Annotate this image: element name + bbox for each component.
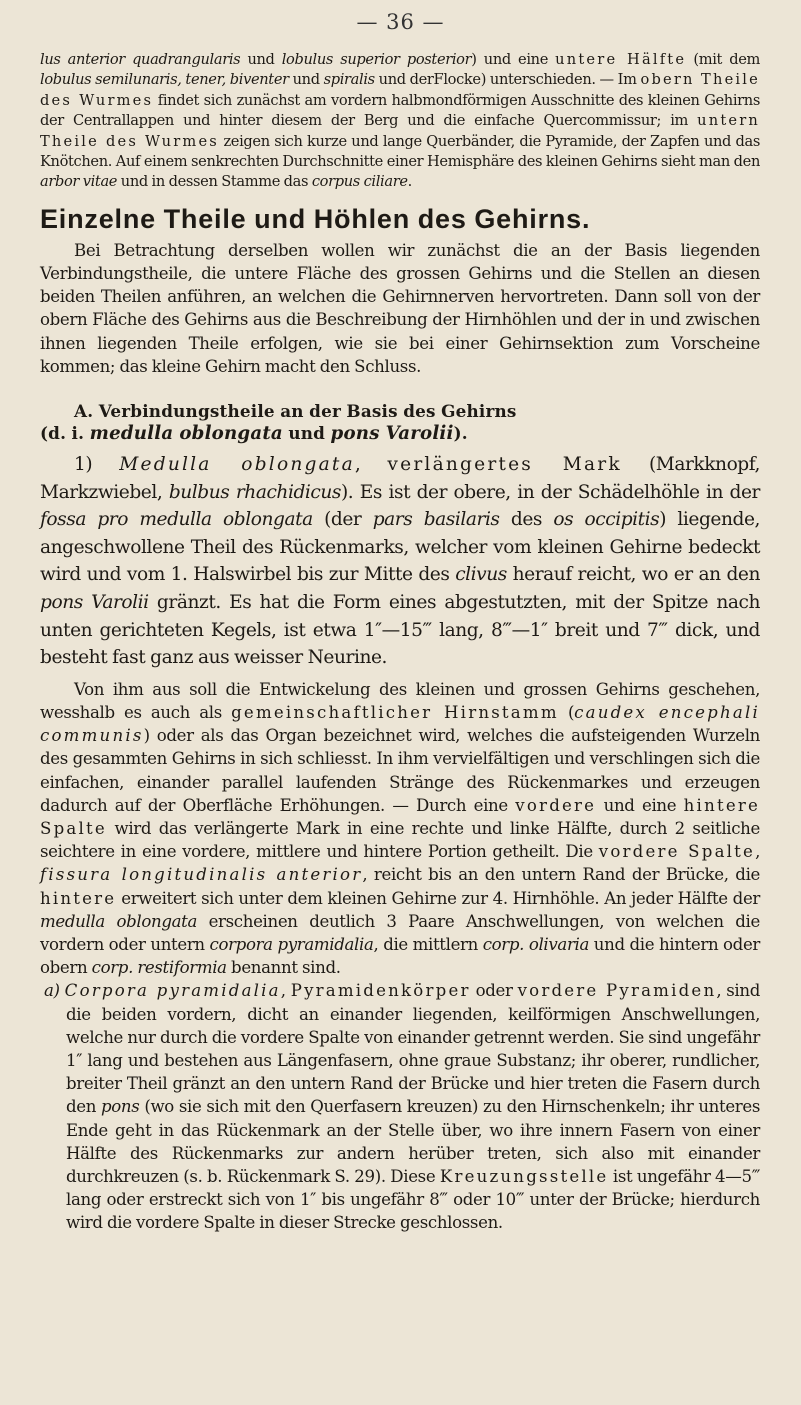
pyramidal-paragraph: a) Corpora pyramidalia, Pyramidenkörper oder vordere Pyramiden, sind die beiden vordern, dicht an einander liegenden, keilförmigen Anschwellungen, welche nur durch die vordere Spalte von einander getrennt werden. Sie sind ungefähr 1″ lang und bestehen aus Längenfasern, ohne graue Substanz; ihr oberer, rundlicher, breiter Theil gränzt an den untern Rand der Brücke und hier treten die Fasern durch den pons (wo sie sich mit den Querfasern kreuzen) zu den Hirnschenkeln; ihr unteres Ende geht in das Rückenmark an der Stelle über, wo ihre innern Fasern von einer Hälfte des Rückenmarks zur andern herüber treten, sich also mit einander durchkreuzen (s. b. Rückenmark S. 29). Diese Kreuzungsstelle ist ungefähr 4—5‴ lang oder erstreckt sich von 1″ bis ungefähr 8‴ oder 10‴ unter der Brücke; hierdurch wird die vordere Spalte in dieser Strecke geschlossen. [44, 981, 761, 1233]
section-heading: Einzelne Theile und Höhlen des Gehirns. [40, 203, 591, 234]
page-text [40, 50, 760, 1235]
page-number: — 36 — [356, 10, 445, 34]
subsection-heading-a: A. Verbindungstheile an der Basis des Gehirns (d. i. medulla oblongata und pons Varolii). [40, 401, 517, 445]
intro-paragraph: lus anterior quadrangularis und lobulus superior posterior) und eine untere Hälfte (mit dem lobulus semilunaris, tener, biventer und spiralis und derFlocke) unterschieden. — Im obern Theile des Wurmes findet sich zunächst am vordern halbmondförmigen Ausschnitte des kleinen Gehirns der Centrallappen und hinter diesem der Berg und die einfache Quercommissur; im untern Theile des Wurmes zeigen sich kurze und lange Querbänder, die Pyramide, der Zapfen und das Knötchen. Auf einem senkrechten Durchschnitte einer Hemisphäre des kleinen Gehirns sieht man den arbor vitae und in dessen Stamme das corpus ciliare. [40, 51, 761, 191]
medulla-paragraph: 1) Medulla oblongata, verlängertes Mark (Markknopf, Markzwiebel, bulbus rhachidicus). Es ist der obere, in der Schädelhöhle in der fossa pro medulla oblongata (der pars basilaris des os occipitis) liegende, angeschwollene Theil des Rückenmarks, welcher vom kleinen Gehirne bedeckt wird und vom 1. Halswirbel bis zur Mitte des clivus herauf reicht, wo er an den pons Varolii gränzt. Es hat die Form eines abgestutzten, mit der Spitze nach unten gerichteten Kegels, ist etwa 1″—15‴ lang, 8‴—1″ breit und 7‴ dick, und besteht fast ganz aus weisser Neurine. [40, 454, 760, 669]
lead-paragraph: Bei Betrachtung derselben wollen wir zunächst die an der Basis liegenden Verbindungstheile, die untere Fläche des grossen Gehirns und die Stellen an diesen beiden Theilen anführen, an welchen die Gehirnnerven hervortreten. Dann soll von der obern Fläche des Gehirns aus die Beschreibung der Hirnhöhlen und der in und zwischen ihnen liegenden Theile erfolgen, wie sie bei einer Gehirnsektion zum Vorscheine kommen; das kleine Gehirn macht den Schluss. [40, 240, 760, 376]
development-paragraph: Von ihm aus soll die Entwickelung des kleinen und grossen Gehirns geschehen, wesshalb es auch als gemeinschaftlicher Hirnstamm (caudex encephali communis) oder als das Organ bezeichnet wird, welches die aufsteigenden Wurzeln des gesammten Gehirns in sich schliesst. In ihm vervielfältigen und verschlingen sich die einfachen, einander parallel laufenden Stränge des Rückenmarkes und erzeugen dadurch auf der Oberfläche Erhöhungen. — Durch eine vordere und eine hintere Spalte wird das verlängerte Mark in eine rechte und linke Hälfte, durch 2 seitliche seichtere in eine vordere, mittlere und hintere Portion getheilt. Die vordere Spalte, fissura longitudinalis anterior, reicht bis an den untern Rand der Brücke, die hintere erweitert sich unter dem kleinen Gehirne zur 4. Hirnhöhle. An jeder Hälfte der medulla oblongata erscheinen deutlich 3 Paare Anschwellungen, von welchen die vordern oder untern corpora pyramidalia, die mittlern corp. olivaria und die hintern oder obern corp. restiformia benannt sind. [40, 679, 760, 978]
